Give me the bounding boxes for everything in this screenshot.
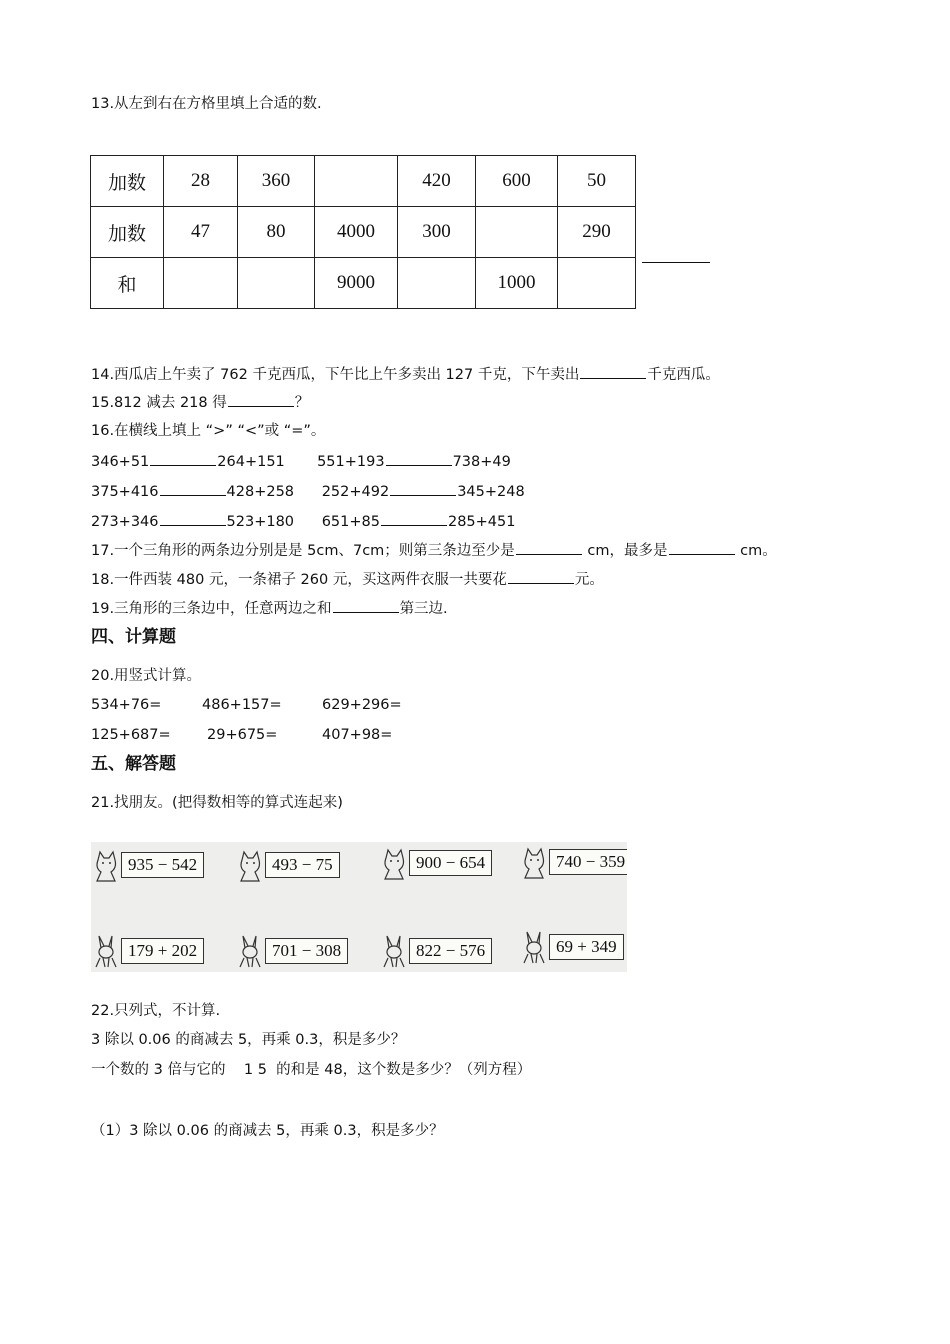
section-heading: 五、解答题 bbox=[91, 754, 176, 774]
q17-text: 17.一个三角形的两条边分别是是 5cm、7cm；则第三条边至少是 bbox=[91, 543, 515, 559]
q22-line: 3 除以 0.06 的商减去 5，再乘 0.3，积是多少？ bbox=[91, 1032, 406, 1048]
section-heading: 四、计算题 bbox=[91, 627, 176, 647]
expression-label: 822 − 576 bbox=[409, 938, 492, 964]
table-cell: 300 bbox=[398, 207, 476, 258]
rabbit-icon bbox=[237, 934, 263, 968]
expression-card[interactable] bbox=[237, 848, 340, 882]
answer-blank[interactable] bbox=[160, 511, 226, 526]
answer-blank[interactable] bbox=[150, 451, 216, 466]
expression: 651+85 bbox=[321, 514, 380, 530]
answer-blank[interactable] bbox=[228, 392, 294, 407]
answer-blank[interactable] bbox=[669, 540, 735, 555]
expression: 486+157= bbox=[202, 697, 282, 713]
expression: 375+416 bbox=[91, 484, 159, 500]
expression: 738+49 bbox=[452, 454, 511, 470]
answer-blank[interactable] bbox=[333, 598, 399, 613]
expression-card[interactable] bbox=[93, 934, 204, 968]
rabbit-icon bbox=[381, 934, 407, 968]
q18-text: 18.一件西装 480 元，一条裙子 260 元，买这两件衣服一共要花 bbox=[91, 572, 507, 588]
q13-text: 13.从左到右在方格里填上合适的数. bbox=[91, 96, 322, 112]
addition-table bbox=[90, 155, 636, 309]
q17-end: cm。 bbox=[735, 543, 777, 559]
q19-end: 第三边. bbox=[399, 601, 448, 617]
table-cell: 和 bbox=[91, 258, 164, 309]
expression-label: 935 − 542 bbox=[121, 852, 204, 878]
q16-row bbox=[91, 451, 511, 472]
expression: 346+51 bbox=[91, 454, 150, 470]
find-friends-image bbox=[91, 842, 627, 972]
table-row bbox=[91, 207, 636, 258]
table-cell: 加数 bbox=[91, 156, 164, 207]
expression: 407+98= bbox=[322, 727, 393, 743]
q22-text: 22.只列式，不计算. bbox=[91, 1003, 221, 1019]
table-cell[interactable] bbox=[398, 258, 476, 309]
q14-text: 14.西瓜店上午卖了 762 千克西瓜，下午比上午多卖出 127 千克，下午卖出 bbox=[91, 367, 580, 383]
answer-blank[interactable] bbox=[386, 451, 452, 466]
answer-blank[interactable] bbox=[508, 569, 574, 584]
expression-card[interactable] bbox=[237, 934, 348, 968]
expression-label: 740 − 359 bbox=[549, 849, 627, 875]
table-cell[interactable] bbox=[476, 207, 558, 258]
q20-text: 20.用竖式计算。 bbox=[91, 668, 202, 684]
expression: 125+687= bbox=[91, 727, 171, 743]
expression-card[interactable] bbox=[521, 845, 627, 879]
q15 bbox=[91, 392, 309, 413]
rabbit-icon bbox=[93, 934, 119, 968]
q16-row bbox=[91, 511, 515, 532]
table-cell: 28 bbox=[164, 156, 238, 207]
table-cell: 360 bbox=[238, 156, 315, 207]
table-cell[interactable] bbox=[558, 258, 636, 309]
expression: 345+248 bbox=[457, 484, 525, 500]
cat-icon bbox=[93, 848, 119, 882]
expression: 285+451 bbox=[447, 514, 516, 530]
table-cell: 80 bbox=[238, 207, 315, 258]
cat-icon bbox=[381, 846, 407, 880]
expression-card[interactable] bbox=[93, 848, 204, 882]
q14 bbox=[91, 364, 720, 385]
expression: 428+258 bbox=[226, 484, 295, 500]
expression: 29+675= bbox=[207, 727, 278, 743]
cat-icon bbox=[237, 848, 263, 882]
answer-blank[interactable] bbox=[160, 481, 226, 496]
table-cell[interactable] bbox=[238, 258, 315, 309]
q19-text: 19.三角形的三条边中，任意两边之和 bbox=[91, 601, 332, 617]
expression: 534+76= bbox=[91, 697, 162, 713]
answer-blank[interactable] bbox=[580, 364, 646, 379]
table-cell: 4000 bbox=[315, 207, 398, 258]
answer-blank[interactable] bbox=[390, 481, 456, 496]
table-row bbox=[91, 258, 636, 309]
expression-card[interactable] bbox=[381, 934, 492, 968]
q18 bbox=[91, 569, 604, 590]
table-cell[interactable] bbox=[315, 156, 398, 207]
q22-line: 一个数的 3 倍与它的 1 5 的和是 48，这个数是多少？（列方程） bbox=[91, 1062, 532, 1078]
expression: 273+346 bbox=[91, 514, 159, 530]
expression: 629+296= bbox=[322, 697, 402, 713]
table-row bbox=[91, 156, 636, 207]
answer-blank[interactable] bbox=[642, 262, 710, 263]
expression-label: 179 + 202 bbox=[121, 938, 204, 964]
q16-text: 16.在横线上填上 “>” “<”或 “=”。 bbox=[91, 423, 326, 439]
q14-unit: 千克西瓜。 bbox=[647, 367, 720, 383]
expression-label: 900 − 654 bbox=[409, 850, 492, 876]
q17-mid: cm，最多是 bbox=[582, 543, 668, 559]
q19 bbox=[91, 598, 448, 619]
table-cell: 1000 bbox=[476, 258, 558, 309]
answer-blank[interactable] bbox=[381, 511, 447, 526]
q22-sub: （1）3 除以 0.06 的商减去 5，再乘 0.3，积是多少？ bbox=[91, 1123, 444, 1139]
expression: 551+193 bbox=[317, 454, 385, 470]
q15-end: ？ bbox=[294, 395, 310, 411]
table-cell: 加数 bbox=[91, 207, 164, 258]
rabbit-icon bbox=[521, 930, 547, 964]
table-cell[interactable] bbox=[164, 258, 238, 309]
table-cell: 47 bbox=[164, 207, 238, 258]
table-cell: 9000 bbox=[315, 258, 398, 309]
table-cell: 420 bbox=[398, 156, 476, 207]
q21-text: 21.找朋友。(把得数相等的算式连起来) bbox=[91, 795, 343, 811]
table-cell: 290 bbox=[558, 207, 636, 258]
table-cell: 600 bbox=[476, 156, 558, 207]
expression-label: 69 + 349 bbox=[549, 934, 624, 960]
q16-row bbox=[91, 481, 525, 502]
q17 bbox=[91, 540, 777, 561]
expression-card[interactable] bbox=[521, 930, 624, 964]
expression: 264+151 bbox=[217, 454, 285, 470]
cat-icon bbox=[521, 845, 547, 879]
expression-card[interactable] bbox=[381, 846, 492, 880]
table-cell: 50 bbox=[558, 156, 636, 207]
q15-text: 15.812 减去 218 得 bbox=[91, 395, 227, 411]
expression-label: 701 − 308 bbox=[265, 938, 348, 964]
expression: 523+180 bbox=[226, 514, 295, 530]
expression: 252+492 bbox=[321, 484, 390, 500]
expression-label: 493 − 75 bbox=[265, 852, 340, 878]
q18-unit: 元。 bbox=[574, 572, 604, 588]
answer-blank[interactable] bbox=[516, 540, 582, 555]
